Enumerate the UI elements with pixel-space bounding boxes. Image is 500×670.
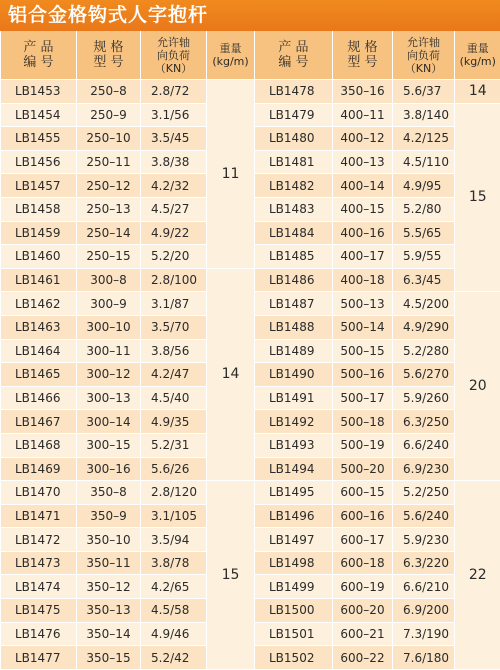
product-code: LB1498 xyxy=(255,551,333,575)
axial-load: 4.5/58 xyxy=(141,599,207,623)
product-code: LB1492 xyxy=(255,410,333,434)
spec-model: 400–17 xyxy=(333,245,393,269)
header-row xyxy=(1,31,500,80)
product-code: LB1482 xyxy=(255,174,333,198)
product-code: LB1469 xyxy=(1,457,77,481)
product-code: LB1479 xyxy=(255,103,333,127)
product-code: LB1497 xyxy=(255,528,333,552)
header-weight: 重量 (kg/m) xyxy=(455,31,500,80)
axial-load: 5.6/37 xyxy=(393,80,455,104)
spec-model: 250–8 xyxy=(77,80,141,104)
spec-table xyxy=(0,31,500,670)
weight-cell: 14 xyxy=(207,268,255,480)
table-row xyxy=(1,268,500,292)
spec-model: 250–12 xyxy=(77,174,141,198)
spec-model: 350–11 xyxy=(77,551,141,575)
product-code: LB1499 xyxy=(255,575,333,599)
spec-model: 400–12 xyxy=(333,127,393,151)
product-code: LB1496 xyxy=(255,504,333,528)
spec-model: 500–17 xyxy=(333,386,393,410)
product-code: LB1495 xyxy=(255,481,333,505)
spec-model: 250–11 xyxy=(77,150,141,174)
spec-model: 600–16 xyxy=(333,504,393,528)
spec-model: 250–15 xyxy=(77,245,141,269)
product-code: LB1456 xyxy=(1,150,77,174)
spec-model: 300–11 xyxy=(77,339,141,363)
axial-load: 3.5/45 xyxy=(141,127,207,151)
axial-load: 5.2/31 xyxy=(141,433,207,457)
page-title: 铝合金格钩式人字抱杆 xyxy=(0,0,500,31)
product-code: LB1477 xyxy=(1,646,77,670)
axial-load: 3.5/70 xyxy=(141,315,207,339)
product-code: LB1502 xyxy=(255,646,333,670)
product-code: LB1491 xyxy=(255,386,333,410)
spec-model: 500–18 xyxy=(333,410,393,434)
axial-load: 2.8/100 xyxy=(141,268,207,292)
spec-model: 300–8 xyxy=(77,268,141,292)
header-load: 允许轴 向负荷 （KN） xyxy=(393,31,455,80)
spec-model: 400–11 xyxy=(333,103,393,127)
product-code: LB1494 xyxy=(255,457,333,481)
product-code: LB1463 xyxy=(1,315,77,339)
spec-model: 600–21 xyxy=(333,622,393,646)
axial-load: 4.9/46 xyxy=(141,622,207,646)
axial-load: 5.6/26 xyxy=(141,457,207,481)
axial-load: 3.1/105 xyxy=(141,504,207,528)
table-row xyxy=(1,481,500,505)
weight-cell: 15 xyxy=(455,103,500,292)
product-code: LB1501 xyxy=(255,622,333,646)
table-body xyxy=(1,80,500,670)
spec-model: 300–15 xyxy=(77,433,141,457)
axial-load: 5.2/250 xyxy=(393,481,455,505)
spec-model: 300–9 xyxy=(77,292,141,316)
product-code: LB1468 xyxy=(1,433,77,457)
spec-model: 600–17 xyxy=(333,528,393,552)
spec-model: 300–13 xyxy=(77,386,141,410)
axial-load: 4.9/95 xyxy=(393,174,455,198)
product-code: LB1488 xyxy=(255,315,333,339)
spec-model: 400–15 xyxy=(333,197,393,221)
header-spec: 规 格 型 号 xyxy=(333,31,393,80)
spec-model: 500–16 xyxy=(333,363,393,387)
spec-model: 500–20 xyxy=(333,457,393,481)
product-code: LB1480 xyxy=(255,127,333,151)
product-code: LB1458 xyxy=(1,197,77,221)
axial-load: 6.3/220 xyxy=(393,551,455,575)
axial-load: 5.5/65 xyxy=(393,221,455,245)
axial-load: 5.2/42 xyxy=(141,646,207,670)
product-code: LB1486 xyxy=(255,268,333,292)
weight-cell: 20 xyxy=(455,292,500,481)
weight-cell: 14 xyxy=(455,80,500,104)
product-code: LB1493 xyxy=(255,433,333,457)
header-weight: 重量 (kg/m) xyxy=(207,31,255,80)
product-code: LB1489 xyxy=(255,339,333,363)
spec-model: 250–10 xyxy=(77,127,141,151)
product-code: LB1455 xyxy=(1,127,77,151)
axial-load: 3.1/87 xyxy=(141,292,207,316)
axial-load: 2.8/72 xyxy=(141,80,207,104)
weight-cell: 22 xyxy=(455,481,500,670)
spec-model: 250–14 xyxy=(77,221,141,245)
product-code: LB1467 xyxy=(1,410,77,434)
spec-model: 400–16 xyxy=(333,221,393,245)
product-code: LB1478 xyxy=(255,80,333,104)
axial-load: 3.8/140 xyxy=(393,103,455,127)
spec-model: 350–15 xyxy=(77,646,141,670)
header-code: 产 品 编 号 xyxy=(255,31,333,80)
product-code: LB1466 xyxy=(1,386,77,410)
product-code: LB1472 xyxy=(1,528,77,552)
axial-load: 4.2/47 xyxy=(141,363,207,387)
axial-load: 6.3/250 xyxy=(393,410,455,434)
spec-model: 350–12 xyxy=(77,575,141,599)
axial-load: 5.2/280 xyxy=(393,339,455,363)
weight-cell: 15 xyxy=(207,481,255,670)
product-code: LB1476 xyxy=(1,622,77,646)
product-code: LB1454 xyxy=(1,103,77,127)
product-code: LB1473 xyxy=(1,551,77,575)
product-code: LB1471 xyxy=(1,504,77,528)
axial-load: 5.9/260 xyxy=(393,386,455,410)
spec-model: 300–16 xyxy=(77,457,141,481)
spec-model: 350–13 xyxy=(77,599,141,623)
axial-load: 6.9/230 xyxy=(393,457,455,481)
product-code: LB1461 xyxy=(1,268,77,292)
product-code: LB1481 xyxy=(255,150,333,174)
product-code: LB1475 xyxy=(1,599,77,623)
product-code: LB1464 xyxy=(1,339,77,363)
axial-load: 4.9/290 xyxy=(393,315,455,339)
axial-load: 3.8/38 xyxy=(141,150,207,174)
axial-load: 6.6/210 xyxy=(393,575,455,599)
product-code: LB1485 xyxy=(255,245,333,269)
spec-model: 500–13 xyxy=(333,292,393,316)
spec-model: 600–20 xyxy=(333,599,393,623)
product-code: LB1487 xyxy=(255,292,333,316)
table-row xyxy=(1,80,500,104)
spec-model: 350–9 xyxy=(77,504,141,528)
axial-load: 4.2/32 xyxy=(141,174,207,198)
product-code: LB1484 xyxy=(255,221,333,245)
spec-model: 600–18 xyxy=(333,551,393,575)
axial-load: 7.6/180 xyxy=(393,646,455,670)
axial-load: 4.5/200 xyxy=(393,292,455,316)
axial-load: 2.8/120 xyxy=(141,481,207,505)
spec-model: 500–19 xyxy=(333,433,393,457)
axial-load: 5.9/55 xyxy=(393,245,455,269)
spec-model: 400–13 xyxy=(333,150,393,174)
axial-load: 6.6/240 xyxy=(393,433,455,457)
product-code: LB1459 xyxy=(1,221,77,245)
axial-load: 3.1/56 xyxy=(141,103,207,127)
spec-model: 350–16 xyxy=(333,80,393,104)
axial-load: 4.9/35 xyxy=(141,410,207,434)
product-code: LB1462 xyxy=(1,292,77,316)
axial-load: 5.2/20 xyxy=(141,245,207,269)
axial-load: 7.3/190 xyxy=(393,622,455,646)
spec-model: 400–14 xyxy=(333,174,393,198)
header-spec: 规 格 型 号 xyxy=(77,31,141,80)
spec-model: 250–13 xyxy=(77,197,141,221)
product-code: LB1457 xyxy=(1,174,77,198)
axial-load: 5.6/240 xyxy=(393,504,455,528)
axial-load: 5.2/80 xyxy=(393,197,455,221)
product-code: LB1490 xyxy=(255,363,333,387)
weight-cell: 11 xyxy=(207,80,255,269)
product-code: LB1474 xyxy=(1,575,77,599)
header-code: 产 品 编 号 xyxy=(1,31,77,80)
product-code: LB1465 xyxy=(1,363,77,387)
axial-load: 3.8/78 xyxy=(141,551,207,575)
product-code: LB1483 xyxy=(255,197,333,221)
axial-load: 3.5/94 xyxy=(141,528,207,552)
spec-model: 300–12 xyxy=(77,363,141,387)
spec-model: 350–10 xyxy=(77,528,141,552)
axial-load: 4.5/110 xyxy=(393,150,455,174)
axial-load: 6.3/45 xyxy=(393,268,455,292)
spec-model: 300–14 xyxy=(77,410,141,434)
product-code: LB1453 xyxy=(1,80,77,104)
axial-load: 4.2/65 xyxy=(141,575,207,599)
spec-model: 350–14 xyxy=(77,622,141,646)
axial-load: 4.2/125 xyxy=(393,127,455,151)
axial-load: 4.5/27 xyxy=(141,197,207,221)
axial-load: 4.5/40 xyxy=(141,386,207,410)
spec-model: 500–14 xyxy=(333,315,393,339)
spec-model: 500–15 xyxy=(333,339,393,363)
product-code: LB1460 xyxy=(1,245,77,269)
spec-model: 250–9 xyxy=(77,103,141,127)
spec-model: 350–8 xyxy=(77,481,141,505)
axial-load: 6.9/200 xyxy=(393,599,455,623)
product-code: LB1470 xyxy=(1,481,77,505)
spec-model: 400–18 xyxy=(333,268,393,292)
axial-load: 3.8/56 xyxy=(141,339,207,363)
header-load: 允许轴 向负荷 （KN） xyxy=(141,31,207,80)
spec-model: 600–15 xyxy=(333,481,393,505)
spec-model: 600–19 xyxy=(333,575,393,599)
axial-load: 4.9/22 xyxy=(141,221,207,245)
product-code: LB1500 xyxy=(255,599,333,623)
spec-model: 600–22 xyxy=(333,646,393,670)
axial-load: 5.6/270 xyxy=(393,363,455,387)
spec-model: 300–10 xyxy=(77,315,141,339)
axial-load: 5.9/230 xyxy=(393,528,455,552)
